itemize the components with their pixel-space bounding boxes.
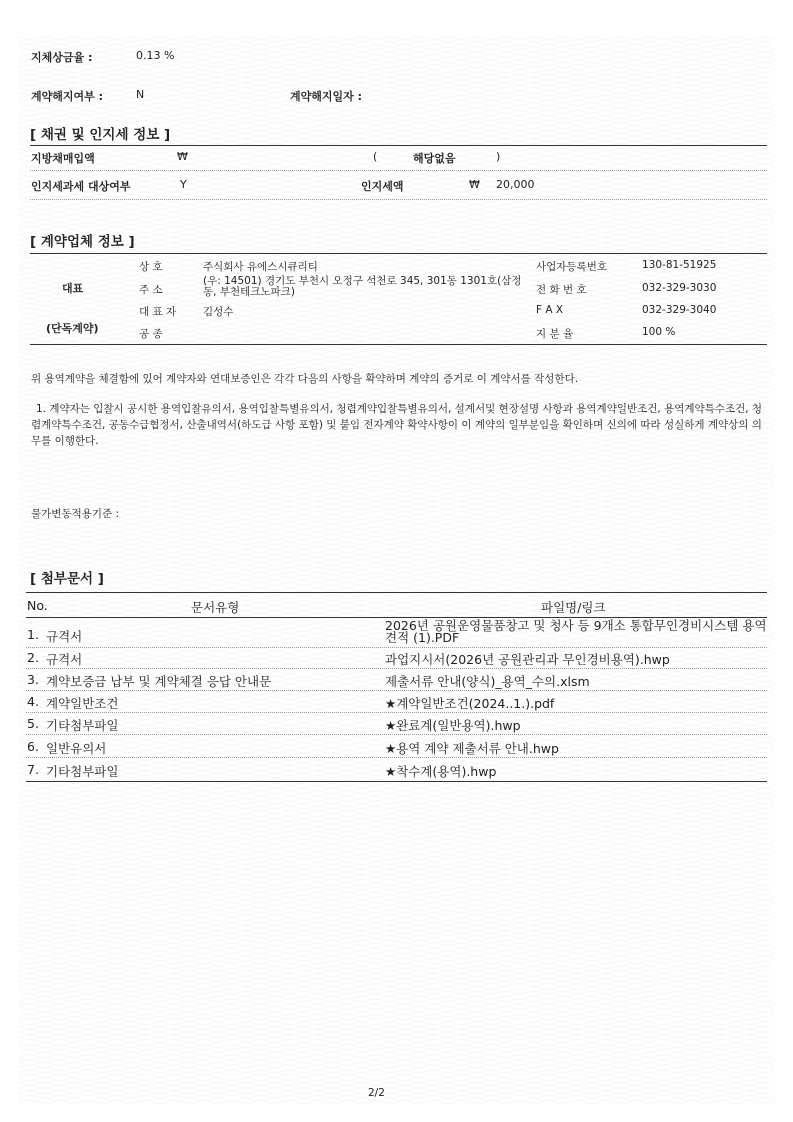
termination-date-label: 계약해지일자 : — [290, 90, 362, 103]
delay-rate-label: 지체상금율 : — [31, 51, 93, 64]
contractor-section-title: [ 계약업체 정보 ] — [30, 234, 135, 250]
divider — [26, 592, 767, 593]
attachment-row-no: 6. — [27, 739, 39, 754]
attachments-header-no: No. — [27, 598, 48, 613]
contractor-company-value: 주식회사 유에스시큐리티 — [203, 261, 318, 273]
document-page — [18, 36, 775, 1104]
attachment-file-link[interactable]: 과업지시서(2026년 공원관리과 무인경비용역).hwp — [385, 652, 670, 667]
attachment-row-type: 기타첨부파일 — [46, 764, 119, 779]
stamp-tax-target-label: 인지세과세 대상여부 — [31, 180, 131, 193]
contractor-address-value: (우: 14501) 경기도 부천시 오정구 석천로 345, 301동 1301호(삼정동, 부천테크노파크) — [203, 275, 522, 298]
representative-value: 김성수 — [203, 306, 234, 318]
phone-label: 전 화 번 호 — [536, 284, 587, 296]
local-bond-currency: ₩ — [177, 150, 188, 163]
paren-close: ) — [496, 150, 501, 163]
paren-open: ( — [373, 150, 378, 163]
divider — [30, 253, 767, 254]
attachment-row-type: 기타첨부파일 — [46, 718, 119, 733]
attachment-row-no: 4. — [27, 694, 39, 709]
divider — [30, 145, 767, 146]
divider — [26, 781, 767, 782]
delay-rate-value: 0.13 % — [136, 49, 175, 62]
stamp-tax-amount-value: 20,000 — [496, 178, 535, 191]
attachment-row-no: 2. — [27, 650, 39, 665]
business-number-value: 130-81-51925 — [642, 259, 717, 271]
not-applicable-text: 해당없음 — [413, 152, 456, 165]
work-type-label: 공 종 — [139, 328, 163, 340]
attachment-file-link[interactable]: ★착수계(용역).hwp — [385, 764, 497, 779]
attachment-file-link[interactable]: ★계약일반조건(2024..1.).pdf — [385, 696, 555, 711]
fax-label: F A X — [536, 304, 564, 316]
termination-label: 계약해지여부 : — [31, 90, 103, 103]
attachments-section-title: [ 첨부문서 ] — [30, 571, 104, 587]
share-value: 100 % — [642, 326, 676, 338]
contractor-role-sub-label: (단독계약) — [46, 322, 99, 335]
stamp-tax-currency: ₩ — [469, 178, 480, 191]
share-label: 지 분 율 — [536, 328, 574, 340]
attachment-row-type: 계약보증금 납부 및 계약체결 응답 안내문 — [46, 674, 272, 689]
attachments-header-type: 문서유형 — [191, 600, 240, 615]
attachment-file-link[interactable]: 2026년 공원운영물품창고 및 청사 등 9개소 통합무인경비시스템 용역 견적 (1).PDF — [385, 618, 767, 645]
page-number: 2/2 — [368, 1087, 385, 1099]
attachment-row-type: 계약일반조건 — [46, 696, 119, 711]
fax-value: 032-329-3040 — [642, 304, 717, 316]
attachment-row-type: 규격서 — [46, 629, 83, 644]
attachment-row-no: 3. — [27, 672, 39, 687]
stamp-tax-amount-label: 인지세액 — [361, 180, 404, 193]
contractor-company-label: 상 호 — [139, 261, 163, 273]
local-bond-label: 지방채매입액 — [31, 152, 95, 165]
attachment-file-link[interactable]: 제출서류 안내(양식)_용역_수의.xlsm — [385, 674, 590, 689]
stamp-tax-target-value: Y — [180, 178, 187, 191]
attachment-row-type: 규격서 — [46, 652, 83, 667]
attachment-row-no: 1. — [27, 627, 39, 642]
divider — [30, 199, 767, 200]
termination-value: N — [136, 88, 145, 101]
contractor-role-label: 대표 — [62, 282, 84, 295]
attachment-row-no: 5. — [27, 716, 39, 731]
attachments-header-file: 파일명/링크 — [541, 600, 606, 615]
clause-1-text: 1. 계약자는 입찰시 공시한 용역입찰유의서, 용역입찰특별유의서, 청렴계약입찰특별유의서, 설계서및 현장설명 사항과 용역계약일반조건, 용역계약특수조건, 청렴계약특수조건, 공동수급협정서, 산출내역서(하도급 사항 포함) 및 붙임 전자계약 확약사항이 이 계약의 일부분임을 확인하며 신의에 따라 성실하게 계약상의 의무를 이행한다. — [31, 403, 763, 447]
divider — [26, 668, 767, 669]
attachment-row-no: 7. — [27, 762, 39, 777]
divider — [26, 712, 767, 713]
intro-text: 위 용역계약을 체결함에 있어 계약자와 연대보증인은 각각 다음의 사항을 확약하며 계약의 증거로 이 계약서를 작성한다. — [31, 373, 579, 385]
divider — [26, 690, 767, 691]
representative-label: 대 표 자 — [139, 306, 177, 318]
attachment-file-link[interactable]: ★완료계(일반용역).hwp — [385, 718, 521, 733]
price-adjustment-label: 물가변동적용기준 : — [31, 508, 120, 520]
attachment-row-type: 일반유의서 — [46, 741, 107, 756]
business-number-label: 사업자등록번호 — [536, 261, 608, 273]
contractor-address-label: 주 소 — [139, 284, 163, 296]
divider — [26, 734, 767, 735]
divider — [30, 344, 767, 345]
divider — [26, 757, 767, 758]
divider — [30, 170, 767, 171]
divider — [26, 647, 767, 648]
bond-section-title: [ 채권 및 인지세 정보 ] — [30, 127, 171, 143]
phone-value: 032-329-3030 — [642, 282, 717, 294]
attachment-file-link[interactable]: ★용역 계약 제출서류 안내.hwp — [385, 741, 559, 756]
